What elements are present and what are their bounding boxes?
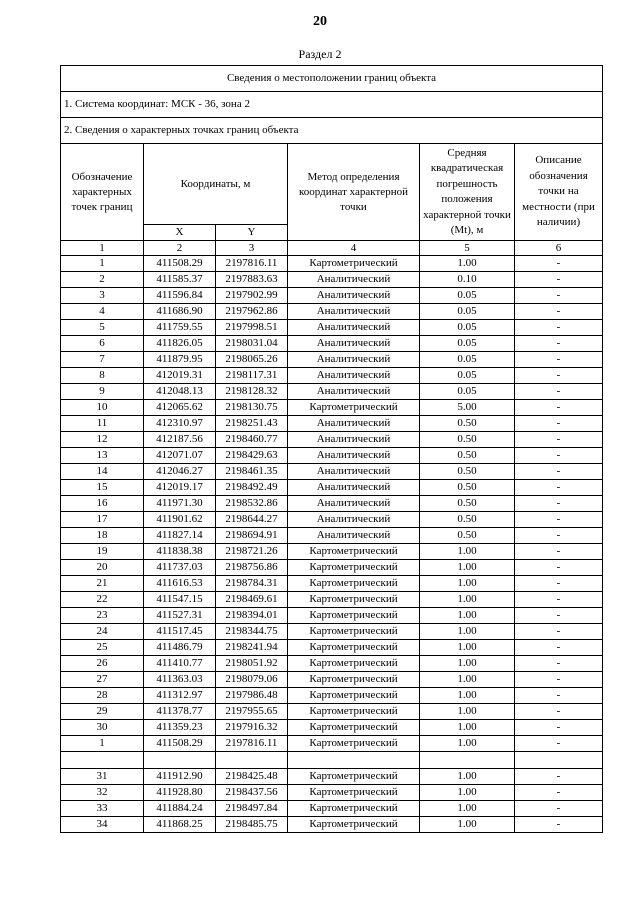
cell-description: - (515, 624, 603, 640)
table-row (61, 592, 603, 608)
table-row (61, 704, 603, 720)
cell-point: 26 (61, 656, 144, 672)
table-row (61, 352, 603, 368)
cell-point: 9 (61, 384, 144, 400)
cell-error: 1.00 (420, 688, 515, 704)
column-number: 5 (420, 241, 515, 256)
cell-description: - (515, 512, 603, 528)
cell-error: 1.00 (420, 656, 515, 672)
cell-point: 25 (61, 640, 144, 656)
cell-error: 0.50 (420, 512, 515, 528)
header-error: Средняя квадратическая погрешность положения характерной точки (Mt), м (420, 144, 515, 241)
cell-error: 0.05 (420, 352, 515, 368)
cell-error: 0.50 (420, 528, 515, 544)
column-number: 3 (216, 241, 288, 256)
cell-method: Картометрический (288, 256, 420, 272)
table-row (61, 432, 603, 448)
cell-description: - (515, 817, 603, 833)
cell-point: 3 (61, 288, 144, 304)
cell-y: 2198130.75 (216, 400, 288, 416)
cell-x: 411508.29 (144, 256, 216, 272)
cell-y: 2198644.27 (216, 512, 288, 528)
cell-x: 411596.84 (144, 288, 216, 304)
cell-error: 1.00 (420, 576, 515, 592)
cell-description: - (515, 384, 603, 400)
table-row (61, 400, 603, 416)
cell-description: - (515, 288, 603, 304)
table-row (61, 528, 603, 544)
coord-system: 1. Система координат: МСК - 36, зона 2 (61, 92, 603, 118)
cell-error: 1.00 (420, 785, 515, 801)
table-row (61, 272, 603, 288)
cell-x: 411827.14 (144, 528, 216, 544)
cell-method: Картометрический (288, 400, 420, 416)
cell-description: - (515, 672, 603, 688)
cell-x: 411517.45 (144, 624, 216, 640)
cell-y: 2198461.35 (216, 464, 288, 480)
cell-y (216, 752, 288, 769)
column-number: 4 (288, 241, 420, 256)
table-row (61, 448, 603, 464)
cell-point: 16 (61, 496, 144, 512)
cell-method (288, 752, 420, 769)
cell-y: 2197816.11 (216, 736, 288, 752)
cell-y: 2197986.48 (216, 688, 288, 704)
cell-error: 1.00 (420, 720, 515, 736)
table-row (61, 512, 603, 528)
cell-point: 4 (61, 304, 144, 320)
cell-x: 411879.95 (144, 352, 216, 368)
cell-x: 412071.07 (144, 448, 216, 464)
cell-point: 12 (61, 432, 144, 448)
cell-x: 412048.13 (144, 384, 216, 400)
cell-y: 2198756.86 (216, 560, 288, 576)
cell-y: 2198694.91 (216, 528, 288, 544)
cell-y: 2198079.06 (216, 672, 288, 688)
cell-error: 5.00 (420, 400, 515, 416)
header-row (61, 144, 603, 225)
cell-x: 411547.15 (144, 592, 216, 608)
cell-y: 2198031.04 (216, 336, 288, 352)
cell-method: Аналитический (288, 352, 420, 368)
cell-point: 34 (61, 817, 144, 833)
table-row (61, 256, 603, 272)
cell-y: 2198394.01 (216, 608, 288, 624)
cell-point: 19 (61, 544, 144, 560)
cell-method: Аналитический (288, 304, 420, 320)
table-row (61, 688, 603, 704)
cell-point: 17 (61, 512, 144, 528)
coord-system-row (61, 92, 603, 118)
table-title: Сведения о местоположении границ объекта (61, 66, 603, 92)
column-number: 1 (61, 241, 144, 256)
cell-error: 1.00 (420, 608, 515, 624)
cell-x (144, 752, 216, 769)
table-row (61, 544, 603, 560)
separator-row (61, 752, 603, 769)
cell-x: 412065.62 (144, 400, 216, 416)
cell-description: - (515, 560, 603, 576)
cell-point: 28 (61, 688, 144, 704)
cell-x: 411363.03 (144, 672, 216, 688)
cell-point: 24 (61, 624, 144, 640)
cell-error: 0.50 (420, 464, 515, 480)
cell-method: Картометрический (288, 624, 420, 640)
cell-y: 2197902.99 (216, 288, 288, 304)
table-title-row (61, 66, 603, 92)
cell-description: - (515, 272, 603, 288)
cell-point: 18 (61, 528, 144, 544)
cell-point: 33 (61, 801, 144, 817)
cell-description: - (515, 432, 603, 448)
header-method: Метод определения координат характерной точки (288, 144, 420, 241)
cell-method: Картометрический (288, 785, 420, 801)
table-row (61, 736, 603, 752)
cell-y: 2198117.31 (216, 368, 288, 384)
cell-x: 412019.31 (144, 368, 216, 384)
header-x: X (144, 225, 216, 241)
cell-method: Аналитический (288, 368, 420, 384)
cell-x: 411527.31 (144, 608, 216, 624)
cell-method: Аналитический (288, 448, 420, 464)
cell-method: Картометрический (288, 817, 420, 833)
cell-x: 411686.90 (144, 304, 216, 320)
points-heading-row (61, 118, 603, 144)
cell-error: 1.00 (420, 672, 515, 688)
cell-x: 411616.53 (144, 576, 216, 592)
cell-x: 411486.79 (144, 640, 216, 656)
cell-method: Аналитический (288, 288, 420, 304)
cell-description: - (515, 496, 603, 512)
cell-y: 2198784.31 (216, 576, 288, 592)
cell-description: - (515, 528, 603, 544)
cell-point: 2 (61, 272, 144, 288)
cell-description: - (515, 801, 603, 817)
section-title: Раздел 2 (298, 47, 342, 61)
cell-error: 0.05 (420, 384, 515, 400)
cell-description: - (515, 592, 603, 608)
cell-method: Аналитический (288, 464, 420, 480)
cell-y: 2198469.61 (216, 592, 288, 608)
cell-method: Аналитический (288, 512, 420, 528)
cell-y: 2198128.32 (216, 384, 288, 400)
cell-error: 1.00 (420, 817, 515, 833)
cell-error: 0.50 (420, 496, 515, 512)
table-row (61, 480, 603, 496)
cell-error: 1.00 (420, 640, 515, 656)
cell-description: - (515, 688, 603, 704)
cell-error: 1.00 (420, 560, 515, 576)
cell-y: 2198485.75 (216, 817, 288, 833)
cell-point: 21 (61, 576, 144, 592)
cell-error: 1.00 (420, 544, 515, 560)
cell-point: 15 (61, 480, 144, 496)
cell-method: Аналитический (288, 320, 420, 336)
cell-point: 22 (61, 592, 144, 608)
cell-error (420, 752, 515, 769)
cell-description: - (515, 720, 603, 736)
column-number-row (61, 241, 603, 256)
cell-description: - (515, 304, 603, 320)
cell-method: Картометрический (288, 672, 420, 688)
cell-error: 0.05 (420, 336, 515, 352)
cell-description (515, 752, 603, 769)
cell-description: - (515, 769, 603, 785)
cell-description: - (515, 464, 603, 480)
table-row (61, 608, 603, 624)
cell-y: 2198241.94 (216, 640, 288, 656)
column-number: 2 (144, 241, 216, 256)
cell-description: - (515, 448, 603, 464)
cell-description: - (515, 640, 603, 656)
cell-error: 1.00 (420, 592, 515, 608)
cell-description: - (515, 608, 603, 624)
cell-y: 2197998.51 (216, 320, 288, 336)
cell-description: - (515, 704, 603, 720)
cell-x: 411737.03 (144, 560, 216, 576)
header-y: Y (216, 225, 288, 241)
cell-y: 2197962.86 (216, 304, 288, 320)
cell-y: 2198497.84 (216, 801, 288, 817)
cell-method: Аналитический (288, 528, 420, 544)
table-row (61, 720, 603, 736)
boundary-points-table (60, 65, 603, 833)
cell-description: - (515, 785, 603, 801)
cell-description: - (515, 656, 603, 672)
cell-y: 2197883.63 (216, 272, 288, 288)
cell-error: 0.50 (420, 448, 515, 464)
cell-error: 1.00 (420, 736, 515, 752)
cell-method: Картометрический (288, 720, 420, 736)
cell-x: 412019.17 (144, 480, 216, 496)
cell-method: Картометрический (288, 576, 420, 592)
cell-y: 2198492.49 (216, 480, 288, 496)
cell-y: 2198065.26 (216, 352, 288, 368)
cell-error: 0.50 (420, 480, 515, 496)
cell-error: 1.00 (420, 704, 515, 720)
cell-x: 411912.90 (144, 769, 216, 785)
cell-description: - (515, 576, 603, 592)
cell-method: Аналитический (288, 336, 420, 352)
cell-x: 411508.29 (144, 736, 216, 752)
cell-method: Картометрический (288, 736, 420, 752)
cell-method: Аналитический (288, 480, 420, 496)
cell-error: 1.00 (420, 769, 515, 785)
cell-description: - (515, 368, 603, 384)
cell-method: Аналитический (288, 384, 420, 400)
cell-y: 2197916.32 (216, 720, 288, 736)
cell-x: 411884.24 (144, 801, 216, 817)
cell-method: Картометрический (288, 769, 420, 785)
cell-description: - (515, 352, 603, 368)
cell-description: - (515, 320, 603, 336)
cell-x: 411759.55 (144, 320, 216, 336)
cell-point: 1 (61, 256, 144, 272)
cell-method: Аналитический (288, 416, 420, 432)
cell-description: - (515, 736, 603, 752)
cell-y: 2198721.26 (216, 544, 288, 560)
table-row (61, 464, 603, 480)
cell-y: 2198051.92 (216, 656, 288, 672)
table-row (61, 769, 603, 785)
table-row (61, 416, 603, 432)
table-row (61, 320, 603, 336)
table-row (61, 785, 603, 801)
cell-method: Аналитический (288, 496, 420, 512)
cell-y: 2197955.65 (216, 704, 288, 720)
cell-point: 31 (61, 769, 144, 785)
table-row (61, 624, 603, 640)
cell-x: 411868.25 (144, 817, 216, 833)
cell-method: Картометрический (288, 560, 420, 576)
points-heading: 2. Сведения о характерных точках границ объекта (61, 118, 603, 144)
cell-error: 0.10 (420, 272, 515, 288)
table-row (61, 640, 603, 656)
cell-x: 412310.97 (144, 416, 216, 432)
cell-x: 411901.62 (144, 512, 216, 528)
cell-error: 1.00 (420, 256, 515, 272)
table-row (61, 817, 603, 833)
cell-x: 411585.37 (144, 272, 216, 288)
cell-point: 6 (61, 336, 144, 352)
cell-x: 411826.05 (144, 336, 216, 352)
cell-point: 10 (61, 400, 144, 416)
table-row (61, 496, 603, 512)
cell-x: 411312.97 (144, 688, 216, 704)
cell-x: 411378.77 (144, 704, 216, 720)
cell-point: 29 (61, 704, 144, 720)
cell-method: Картометрический (288, 656, 420, 672)
table-row (61, 656, 603, 672)
table-row (61, 336, 603, 352)
page-number: 20 (313, 14, 327, 29)
table-row (61, 288, 603, 304)
cell-error: 1.00 (420, 801, 515, 817)
cell-method: Картометрический (288, 592, 420, 608)
header-description: Описание обозначения точки на местности (при наличии) (515, 144, 603, 241)
cell-point: 11 (61, 416, 144, 432)
cell-error: 0.50 (420, 416, 515, 432)
cell-description: - (515, 256, 603, 272)
cell-y: 2198425.48 (216, 769, 288, 785)
table-row (61, 801, 603, 817)
cell-y: 2198460.77 (216, 432, 288, 448)
cell-x: 411971.30 (144, 496, 216, 512)
cell-error: 1.00 (420, 624, 515, 640)
table-row (61, 576, 603, 592)
cell-error: 0.05 (420, 304, 515, 320)
cell-x: 411410.77 (144, 656, 216, 672)
cell-x: 411359.23 (144, 720, 216, 736)
cell-description: - (515, 400, 603, 416)
header-designation: Обозначение характерных точек границ (61, 144, 144, 241)
cell-y: 2198437.56 (216, 785, 288, 801)
cell-method: Картометрический (288, 704, 420, 720)
cell-y: 2198429.63 (216, 448, 288, 464)
cell-point: 7 (61, 352, 144, 368)
table-row (61, 304, 603, 320)
cell-point: 20 (61, 560, 144, 576)
table-row (61, 560, 603, 576)
cell-description: - (515, 336, 603, 352)
cell-point: 13 (61, 448, 144, 464)
cell-error: 0.05 (420, 368, 515, 384)
cell-method: Аналитический (288, 432, 420, 448)
cell-point (61, 752, 144, 769)
column-number: 6 (515, 241, 603, 256)
cell-method: Картометрический (288, 688, 420, 704)
cell-method: Картометрический (288, 640, 420, 656)
cell-method: Картометрический (288, 608, 420, 624)
cell-point: 8 (61, 368, 144, 384)
cell-description: - (515, 416, 603, 432)
cell-x: 411838.38 (144, 544, 216, 560)
cell-point: 30 (61, 720, 144, 736)
table-row (61, 384, 603, 400)
cell-error: 0.05 (420, 288, 515, 304)
cell-x: 411928.80 (144, 785, 216, 801)
cell-point: 23 (61, 608, 144, 624)
cell-error: 0.50 (420, 432, 515, 448)
cell-point: 1 (61, 736, 144, 752)
cell-method: Картометрический (288, 801, 420, 817)
cell-y: 2198251.43 (216, 416, 288, 432)
cell-method: Аналитический (288, 272, 420, 288)
cell-method: Картометрический (288, 544, 420, 560)
cell-description: - (515, 544, 603, 560)
cell-point: 5 (61, 320, 144, 336)
cell-description: - (515, 480, 603, 496)
cell-x: 412046.27 (144, 464, 216, 480)
cell-x: 412187.56 (144, 432, 216, 448)
table-row (61, 368, 603, 384)
cell-point: 27 (61, 672, 144, 688)
cell-point: 14 (61, 464, 144, 480)
cell-y: 2198532.86 (216, 496, 288, 512)
cell-y: 2198344.75 (216, 624, 288, 640)
header-coordinates: Координаты, м (144, 144, 288, 225)
cell-error: 0.05 (420, 320, 515, 336)
cell-y: 2197816.11 (216, 256, 288, 272)
cell-point: 32 (61, 785, 144, 801)
table-row (61, 672, 603, 688)
